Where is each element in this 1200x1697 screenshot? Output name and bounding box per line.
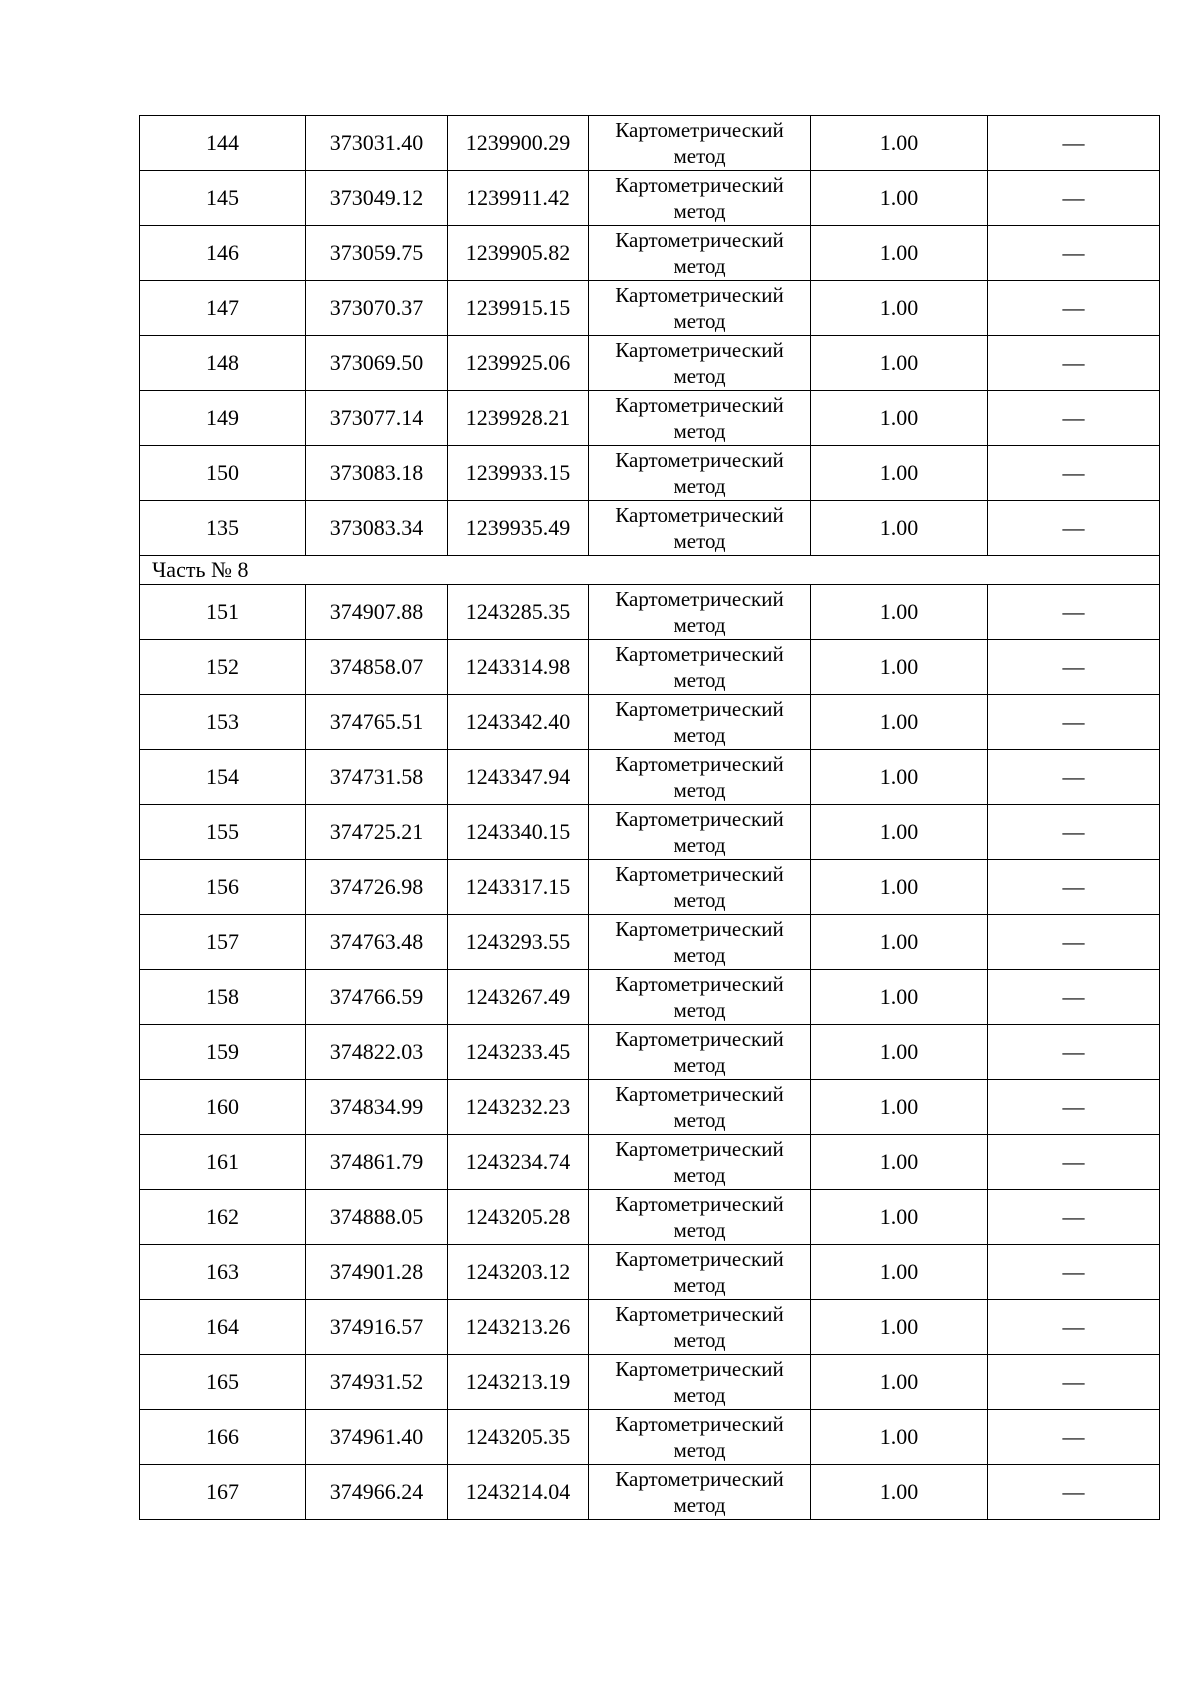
method-cell <box>589 640 811 695</box>
method-cell <box>589 171 811 226</box>
table-row <box>140 501 1160 556</box>
method-line-2: метод <box>673 1493 726 1517</box>
x-coordinate-cell: 374966.24 <box>306 1465 448 1520</box>
point-number-cell: 154 <box>140 750 306 805</box>
method-line-2: метод <box>673 254 726 278</box>
method-line-1: Картометрический <box>615 1302 784 1326</box>
accuracy-cell: 1.00 <box>811 281 988 336</box>
method-line-1: Картометрический <box>615 118 784 142</box>
y-coordinate-cell: 1243205.35 <box>448 1410 589 1465</box>
y-coordinate-cell: 1243293.55 <box>448 915 589 970</box>
description-cell: — <box>988 640 1160 695</box>
method-line-1: Картометрический <box>615 1192 784 1216</box>
method-line-2: метод <box>673 199 726 223</box>
table-row <box>140 1190 1160 1245</box>
accuracy-cell: 1.00 <box>811 860 988 915</box>
method-line-2: метод <box>673 1273 726 1297</box>
method-line-2: метод <box>673 613 726 637</box>
table-row <box>140 1300 1160 1355</box>
accuracy-cell: 1.00 <box>811 695 988 750</box>
method-line-2: метод <box>673 1438 726 1462</box>
description-cell: — <box>988 336 1160 391</box>
x-coordinate-cell: 373031.40 <box>306 116 448 171</box>
y-coordinate-cell: 1243314.98 <box>448 640 589 695</box>
accuracy-cell: 1.00 <box>811 446 988 501</box>
method-line-1: Картометрический <box>615 752 784 776</box>
method-line-2: метод <box>673 419 726 443</box>
accuracy-cell: 1.00 <box>811 640 988 695</box>
accuracy-cell: 1.00 <box>811 391 988 446</box>
x-coordinate-cell: 374858.07 <box>306 640 448 695</box>
method-line-1: Картометрический <box>615 1137 784 1161</box>
point-number-cell: 148 <box>140 336 306 391</box>
accuracy-cell: 1.00 <box>811 1135 988 1190</box>
table-row <box>140 116 1160 171</box>
method-cell <box>589 970 811 1025</box>
method-cell <box>589 336 811 391</box>
description-cell: — <box>988 970 1160 1025</box>
y-coordinate-cell: 1243203.12 <box>448 1245 589 1300</box>
accuracy-cell: 1.00 <box>811 1245 988 1300</box>
method-cell <box>589 226 811 281</box>
y-coordinate-cell: 1243267.49 <box>448 970 589 1025</box>
x-coordinate-cell: 373069.50 <box>306 336 448 391</box>
accuracy-cell: 1.00 <box>811 585 988 640</box>
table-row <box>140 391 1160 446</box>
method-line-2: метод <box>673 1163 726 1187</box>
table-row <box>140 1080 1160 1135</box>
description-cell: — <box>988 585 1160 640</box>
x-coordinate-cell: 374726.98 <box>306 860 448 915</box>
method-cell <box>589 1245 811 1300</box>
point-number-cell: 146 <box>140 226 306 281</box>
description-cell: — <box>988 171 1160 226</box>
y-coordinate-cell: 1243213.26 <box>448 1300 589 1355</box>
point-number-cell: 158 <box>140 970 306 1025</box>
point-number-cell: 164 <box>140 1300 306 1355</box>
y-coordinate-cell: 1239905.82 <box>448 226 589 281</box>
x-coordinate-cell: 374907.88 <box>306 585 448 640</box>
accuracy-cell: 1.00 <box>811 970 988 1025</box>
method-cell <box>589 915 811 970</box>
table-body-part-7 <box>140 116 1160 556</box>
point-number-cell: 161 <box>140 1135 306 1190</box>
method-line-1: Картометрический <box>615 1357 784 1381</box>
method-cell <box>589 1300 811 1355</box>
method-line-2: метод <box>673 364 726 388</box>
point-number-cell: 166 <box>140 1410 306 1465</box>
method-line-1: Картометрический <box>615 1412 784 1436</box>
method-line-2: метод <box>673 529 726 553</box>
method-line-2: метод <box>673 1218 726 1242</box>
method-line-2: метод <box>673 833 726 857</box>
coordinates-table <box>139 115 1160 1520</box>
x-coordinate-cell: 373083.34 <box>306 501 448 556</box>
table-body-part-8 <box>140 585 1160 1520</box>
table-row <box>140 1245 1160 1300</box>
method-line-2: метод <box>673 144 726 168</box>
table-row <box>140 446 1160 501</box>
description-cell: — <box>988 1300 1160 1355</box>
x-coordinate-cell: 373070.37 <box>306 281 448 336</box>
method-line-2: метод <box>673 888 726 912</box>
point-number-cell: 167 <box>140 1465 306 1520</box>
table-row <box>140 171 1160 226</box>
method-line-1: Картометрический <box>615 1082 784 1106</box>
accuracy-cell: 1.00 <box>811 1355 988 1410</box>
point-number-cell: 147 <box>140 281 306 336</box>
description-cell: — <box>988 1025 1160 1080</box>
accuracy-cell: 1.00 <box>811 1080 988 1135</box>
method-line-1: Картометрический <box>615 173 784 197</box>
table-row <box>140 860 1160 915</box>
description-cell: — <box>988 281 1160 336</box>
y-coordinate-cell: 1239915.15 <box>448 281 589 336</box>
description-cell: — <box>988 1245 1160 1300</box>
accuracy-cell: 1.00 <box>811 1410 988 1465</box>
point-number-cell: 160 <box>140 1080 306 1135</box>
accuracy-cell: 1.00 <box>811 1025 988 1080</box>
point-number-cell: 155 <box>140 805 306 860</box>
method-line-2: метод <box>673 1328 726 1352</box>
method-line-2: метод <box>673 943 726 967</box>
y-coordinate-cell: 1239935.49 <box>448 501 589 556</box>
description-cell: — <box>988 501 1160 556</box>
point-number-cell: 152 <box>140 640 306 695</box>
method-line-1: Картометрический <box>615 503 784 527</box>
method-cell <box>589 446 811 501</box>
method-cell <box>589 1080 811 1135</box>
accuracy-cell: 1.00 <box>811 1190 988 1245</box>
method-line-1: Картометрический <box>615 1027 784 1051</box>
accuracy-cell: 1.00 <box>811 1300 988 1355</box>
accuracy-cell: 1.00 <box>811 116 988 171</box>
point-number-cell: 145 <box>140 171 306 226</box>
description-cell: — <box>988 1465 1160 1520</box>
table-row <box>140 1410 1160 1465</box>
method-line-2: метод <box>673 723 726 747</box>
y-coordinate-cell: 1239900.29 <box>448 116 589 171</box>
y-coordinate-cell: 1239911.42 <box>448 171 589 226</box>
y-coordinate-cell: 1239925.06 <box>448 336 589 391</box>
x-coordinate-cell: 374822.03 <box>306 1025 448 1080</box>
table-row <box>140 695 1160 750</box>
method-line-1: Картометрический <box>615 807 784 831</box>
point-number-cell: 162 <box>140 1190 306 1245</box>
description-cell: — <box>988 1080 1160 1135</box>
y-coordinate-cell: 1243340.15 <box>448 805 589 860</box>
x-coordinate-cell: 373049.12 <box>306 171 448 226</box>
y-coordinate-cell: 1243234.74 <box>448 1135 589 1190</box>
table-row <box>140 1025 1160 1080</box>
y-coordinate-cell: 1243285.35 <box>448 585 589 640</box>
x-coordinate-cell: 373083.18 <box>306 446 448 501</box>
x-coordinate-cell: 374765.51 <box>306 695 448 750</box>
method-line-1: Картометрический <box>615 393 784 417</box>
method-line-2: метод <box>673 474 726 498</box>
description-cell: — <box>988 915 1160 970</box>
point-number-cell: 153 <box>140 695 306 750</box>
table-row <box>140 915 1160 970</box>
method-cell <box>589 750 811 805</box>
accuracy-cell: 1.00 <box>811 1465 988 1520</box>
part-label: Часть № 8 <box>140 556 1160 585</box>
description-cell: — <box>988 695 1160 750</box>
accuracy-cell: 1.00 <box>811 226 988 281</box>
y-coordinate-cell: 1243233.45 <box>448 1025 589 1080</box>
accuracy-cell: 1.00 <box>811 501 988 556</box>
description-cell: — <box>988 750 1160 805</box>
accuracy-cell: 1.00 <box>811 805 988 860</box>
y-coordinate-cell: 1243214.04 <box>448 1465 589 1520</box>
method-line-2: метод <box>673 668 726 692</box>
y-coordinate-cell: 1239928.21 <box>448 391 589 446</box>
point-number-cell: 144 <box>140 116 306 171</box>
method-cell <box>589 116 811 171</box>
method-line-2: метод <box>673 778 726 802</box>
method-line-1: Картометрический <box>615 338 784 362</box>
part-header-row <box>140 556 1160 585</box>
x-coordinate-cell: 374763.48 <box>306 915 448 970</box>
description-cell: — <box>988 446 1160 501</box>
y-coordinate-cell: 1243213.19 <box>448 1355 589 1410</box>
method-cell <box>589 1355 811 1410</box>
method-line-1: Картометрический <box>615 972 784 996</box>
method-cell <box>589 805 811 860</box>
x-coordinate-cell: 374731.58 <box>306 750 448 805</box>
y-coordinate-cell: 1243205.28 <box>448 1190 589 1245</box>
method-line-1: Картометрический <box>615 917 784 941</box>
table-row <box>140 226 1160 281</box>
x-coordinate-cell: 374888.05 <box>306 1190 448 1245</box>
accuracy-cell: 1.00 <box>811 336 988 391</box>
table-row <box>140 585 1160 640</box>
x-coordinate-cell: 374834.99 <box>306 1080 448 1135</box>
x-coordinate-cell: 374725.21 <box>306 805 448 860</box>
method-line-1: Картометрический <box>615 283 784 307</box>
description-cell: — <box>988 1410 1160 1465</box>
method-line-1: Картометрический <box>615 697 784 721</box>
method-line-1: Картометрический <box>615 587 784 611</box>
method-line-1: Картометрический <box>615 448 784 472</box>
method-line-2: метод <box>673 1053 726 1077</box>
description-cell: — <box>988 391 1160 446</box>
point-number-cell: 163 <box>140 1245 306 1300</box>
accuracy-cell: 1.00 <box>811 171 988 226</box>
method-cell <box>589 585 811 640</box>
description-cell: — <box>988 1135 1160 1190</box>
x-coordinate-cell: 373077.14 <box>306 391 448 446</box>
description-cell: — <box>988 116 1160 171</box>
table-row <box>140 750 1160 805</box>
x-coordinate-cell: 374861.79 <box>306 1135 448 1190</box>
point-number-cell: 165 <box>140 1355 306 1410</box>
table-row <box>140 640 1160 695</box>
method-cell <box>589 695 811 750</box>
description-cell: — <box>988 805 1160 860</box>
method-cell <box>589 1465 811 1520</box>
method-cell <box>589 501 811 556</box>
method-cell <box>589 391 811 446</box>
method-cell <box>589 860 811 915</box>
description-cell: — <box>988 226 1160 281</box>
accuracy-cell: 1.00 <box>811 915 988 970</box>
description-cell: — <box>988 1355 1160 1410</box>
point-number-cell: 156 <box>140 860 306 915</box>
method-line-1: Картометрический <box>615 1247 784 1271</box>
method-line-1: Картометрический <box>615 642 784 666</box>
description-cell: — <box>988 1190 1160 1245</box>
table-row <box>140 970 1160 1025</box>
table-row <box>140 805 1160 860</box>
accuracy-cell: 1.00 <box>811 750 988 805</box>
point-number-cell: 151 <box>140 585 306 640</box>
x-coordinate-cell: 374931.52 <box>306 1355 448 1410</box>
y-coordinate-cell: 1243317.15 <box>448 860 589 915</box>
y-coordinate-cell: 1243232.23 <box>448 1080 589 1135</box>
method-line-2: метод <box>673 1383 726 1407</box>
y-coordinate-cell: 1243342.40 <box>448 695 589 750</box>
table-row <box>140 1355 1160 1410</box>
description-cell: — <box>988 860 1160 915</box>
point-number-cell: 149 <box>140 391 306 446</box>
table-row <box>140 1465 1160 1520</box>
method-cell <box>589 1190 811 1245</box>
part-header-section <box>140 556 1160 585</box>
x-coordinate-cell: 374916.57 <box>306 1300 448 1355</box>
point-number-cell: 150 <box>140 446 306 501</box>
x-coordinate-cell: 374766.59 <box>306 970 448 1025</box>
method-line-1: Картометрический <box>615 862 784 886</box>
y-coordinate-cell: 1243347.94 <box>448 750 589 805</box>
method-line-1: Картометрический <box>615 228 784 252</box>
method-line-2: метод <box>673 309 726 333</box>
point-number-cell: 135 <box>140 501 306 556</box>
x-coordinate-cell: 373059.75 <box>306 226 448 281</box>
method-cell <box>589 1135 811 1190</box>
method-line-2: метод <box>673 998 726 1022</box>
method-line-1: Картометрический <box>615 1467 784 1491</box>
x-coordinate-cell: 374961.40 <box>306 1410 448 1465</box>
method-cell <box>589 281 811 336</box>
table-row <box>140 281 1160 336</box>
x-coordinate-cell: 374901.28 <box>306 1245 448 1300</box>
table-row <box>140 1135 1160 1190</box>
point-number-cell: 159 <box>140 1025 306 1080</box>
method-line-2: метод <box>673 1108 726 1132</box>
point-number-cell: 157 <box>140 915 306 970</box>
method-cell <box>589 1410 811 1465</box>
y-coordinate-cell: 1239933.15 <box>448 446 589 501</box>
method-cell <box>589 1025 811 1080</box>
table-row <box>140 336 1160 391</box>
